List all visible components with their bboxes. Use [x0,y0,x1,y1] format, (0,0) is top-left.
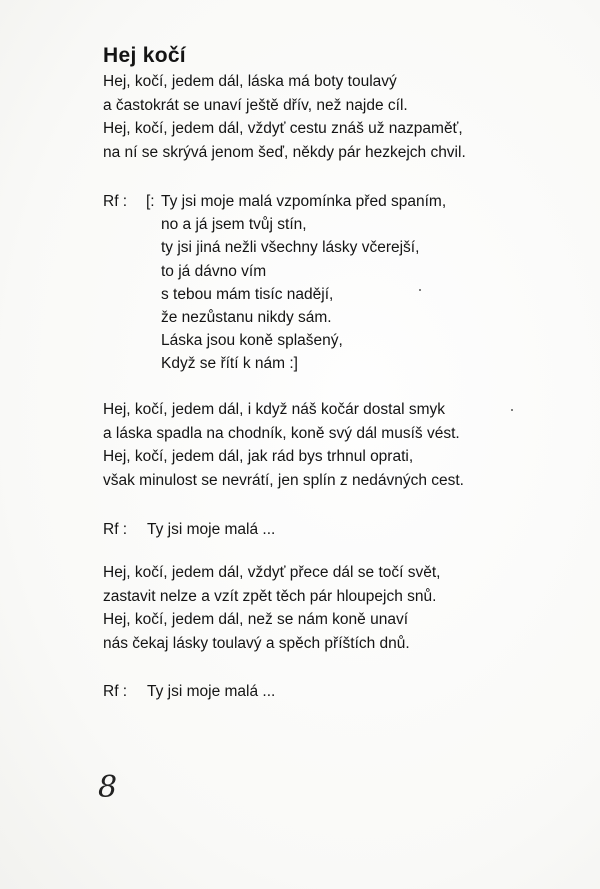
refrain-label: Rf : [103,683,128,700]
verse-2 [103,398,464,492]
refrain-lines [161,190,446,376]
verse-line: nás čekaj lásky toulavý a spěch příštích dnů. [103,634,410,652]
paper-speck [419,289,421,291]
verse-line: a častokrát se unaví ještě dřív, než najde cíl. [103,96,408,114]
refrain-line: to já dávno vím [161,262,267,280]
verse-line: však minulost se nevrátí, jen splín z nedávných cest. [103,471,464,489]
verse-1 [103,70,466,164]
paper-speck [511,409,513,411]
verse-line: na ní se skrývá jenom šeď, někdy pár hezkejch chvil. [103,143,466,161]
verse-3 [103,561,441,655]
refrain-label: Rf : [103,193,128,210]
verse-line: Hej, kočí, jedem dál, vždyť přece dál se točí svět, [103,564,441,581]
refrain-line: s tebou mám tisíc nadějí, [161,285,334,303]
repeat-open-mark: [: [146,193,155,210]
refrain-repeat-text: Ty jsi moje malá ... [147,521,276,538]
song-title: Hej kočí [103,44,186,67]
refrain-repeat-text: Ty jsi moje malá ... [147,683,276,700]
refrain-line: Láska jsou koně splašený, [161,332,343,350]
verse-line: Hej, kočí, jedem dál, láska má boty toulavý [103,73,397,90]
page-number: 8 [98,770,118,805]
refrain-line: Když se řítí k nám :] [161,355,298,373]
verse-line: Hej, kočí, jedem dál, i když náš kočár dostal smyk [103,401,445,418]
verse-line: Hej, kočí, jedem dál, než se nám koně unaví [103,611,408,628]
refrain-line: Ty jsi moje malá vzpomínka před spaním, [161,193,447,210]
refrain-label: Rf : [103,521,128,538]
verse-line: a láska spadla na chodník, koně svý dál musíš vést. [103,424,460,442]
verse-line: Hej, kočí, jedem dál, jak rád bys trhnul oprati, [103,448,414,465]
refrain-line: no a já jsem tvůj stín, [161,216,307,234]
verse-line: zastavit nelze a vzít zpět těch pár hloupejch snů. [103,587,437,605]
refrain-repeat [103,518,275,541]
refrain-repeat [103,680,275,703]
refrain-line: ty jsi jiná nežli všechny lásky včerejší, [161,239,420,257]
refrain-line: že nezůstanu nikdy sám. [161,309,332,327]
verse-line: Hej, kočí, jedem dál, vždyť cestu znáš už nazpaměť, [103,120,463,137]
